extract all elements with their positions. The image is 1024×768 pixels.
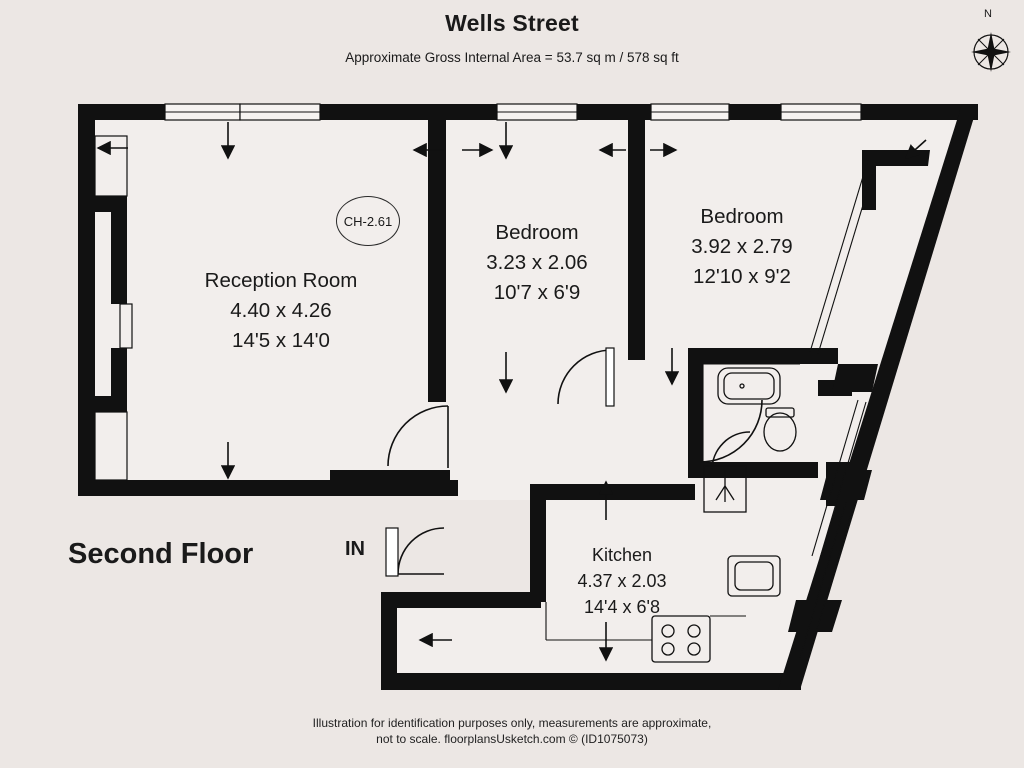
- room-name: Bedroom: [700, 205, 784, 228]
- wall-bathroom-divider: [688, 462, 806, 478]
- room-dimension-imperial: 10'7 x 6'9: [493, 281, 581, 304]
- wall-bottom: [381, 673, 801, 690]
- room-dimension-metric: 4.40 x 4.26: [230, 299, 332, 322]
- room-name: Kitchen: [591, 545, 653, 565]
- room-label-reception-room: [136, 266, 426, 356]
- footer: [0, 715, 1024, 747]
- wall-bottom-step: [381, 592, 541, 608]
- room-name: Bedroom: [495, 221, 579, 244]
- room-name: Reception Room: [204, 269, 358, 292]
- room-dimension-imperial: 14'5 x 14'0: [232, 329, 330, 352]
- room-label-kitchen: [522, 542, 722, 620]
- compass-north-label: N: [984, 8, 992, 20]
- room-dimension-imperial: 12'10 x 9'2: [693, 265, 791, 288]
- entrance-label: IN: [345, 538, 365, 560]
- page-subtitle: Approximate Gross Internal Area = 53.7 sq m / 578 sq ft: [345, 50, 679, 65]
- room-dimension-metric: 3.92 x 2.79: [691, 235, 793, 258]
- ceiling-height-badge: CH-2.61: [336, 196, 400, 246]
- wall-bathroom-top: [688, 348, 838, 364]
- wall-internal-stub-1: [428, 390, 446, 402]
- wall-bathroom-left: [688, 348, 703, 478]
- room-label-bedroom-2: [638, 202, 846, 292]
- wall-hall-bottom: [330, 470, 450, 486]
- room-label-bedroom-1: [434, 218, 640, 308]
- room-dimension-metric: 3.23 x 2.06: [486, 251, 588, 274]
- room-dimension-metric: 4.37 x 2.03: [577, 571, 667, 591]
- compass-rose: [962, 8, 1020, 76]
- page-title: Wells Street: [445, 10, 579, 36]
- footer-line-2: not to scale. floorplansUsketch.com © (ID1075073): [376, 732, 648, 746]
- floor-label: Second Floor: [68, 538, 254, 570]
- room-dimension-imperial: 14'4 x 6'8: [584, 597, 660, 617]
- wall-corridor-lower: [530, 484, 695, 500]
- wall-left: [78, 104, 95, 496]
- footer-line-1: Illustration for identification purposes only, measurements are approximate,: [312, 716, 712, 730]
